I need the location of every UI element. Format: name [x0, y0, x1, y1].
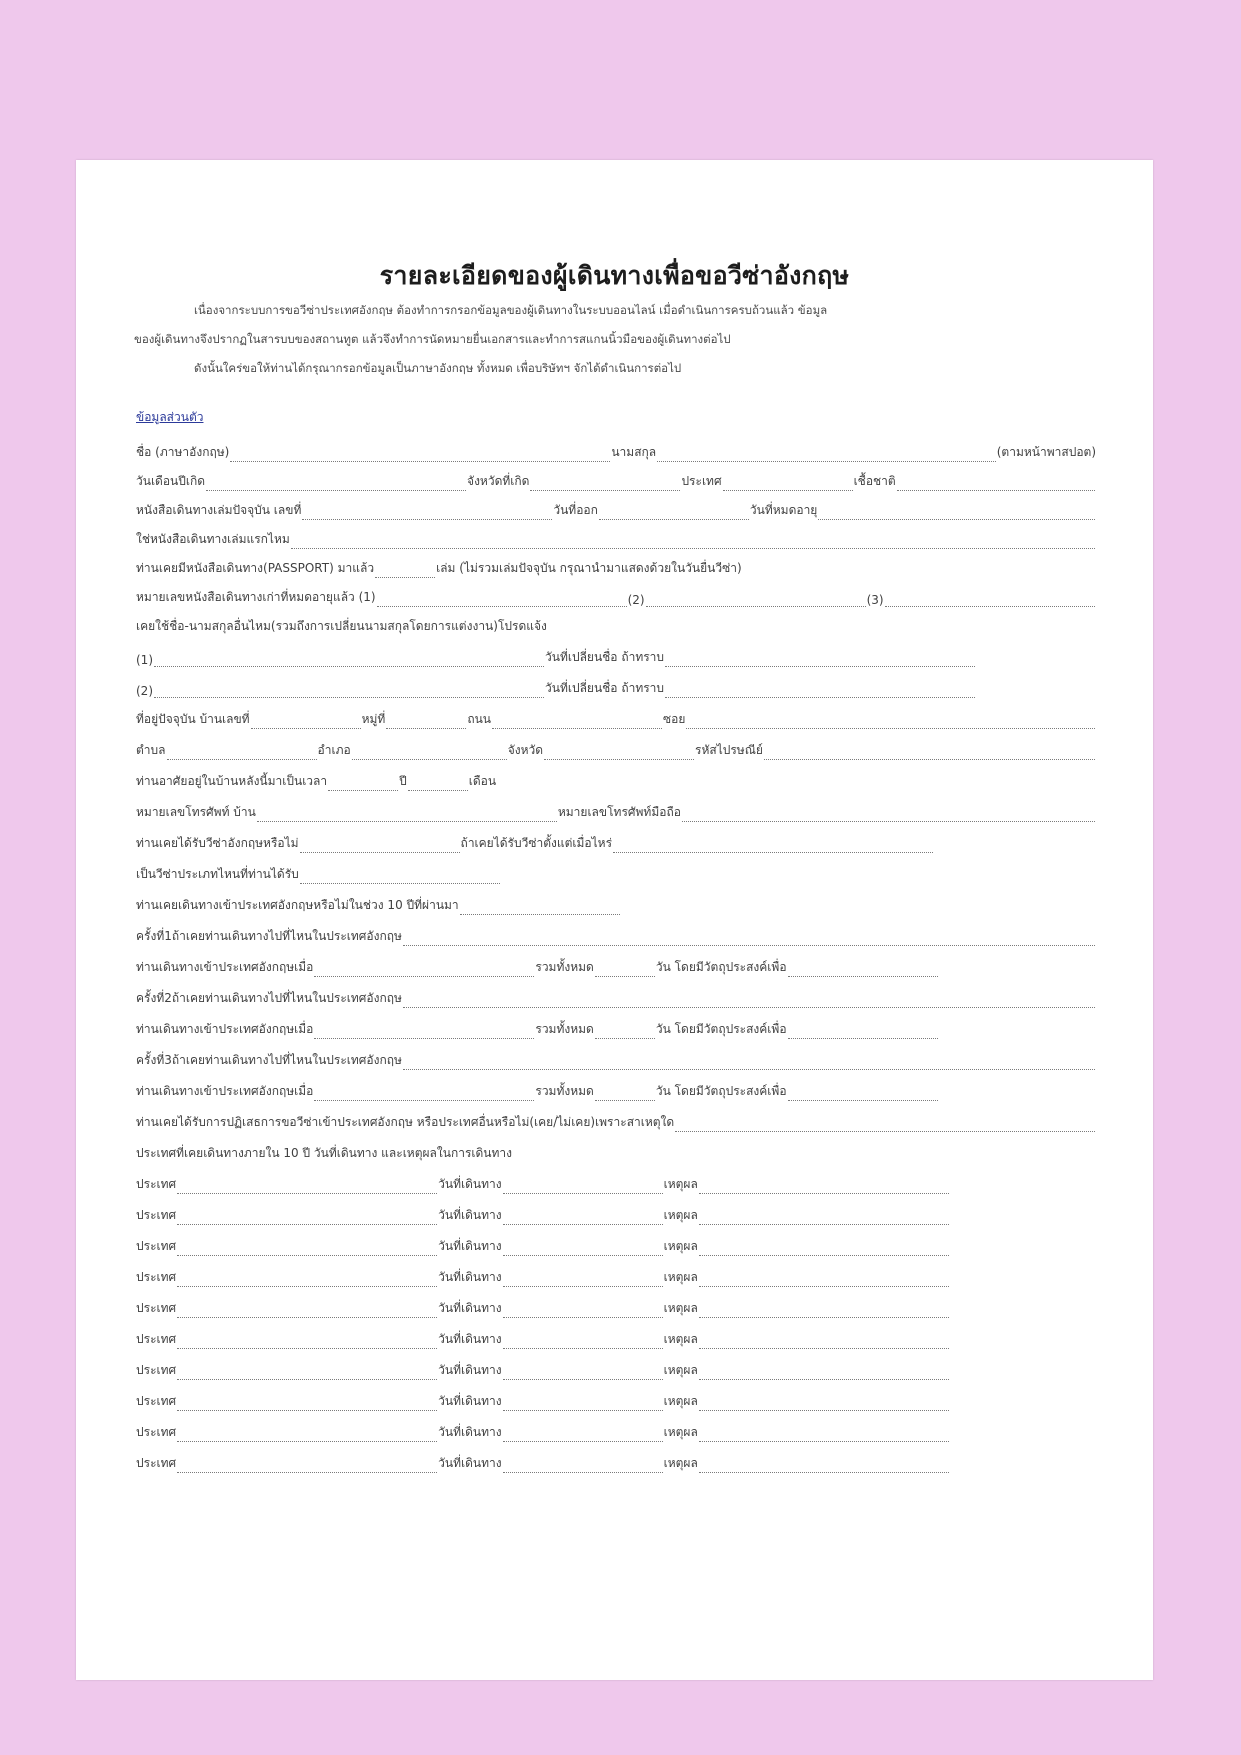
fill-in-blank[interactable]	[403, 1055, 1095, 1070]
form-row	[136, 1174, 950, 1194]
fill-in-blank[interactable]	[386, 714, 466, 729]
fill-in-blank[interactable]	[699, 1396, 949, 1411]
field-label: เหตุผล	[663, 1239, 698, 1253]
field-label: ประเทศ	[136, 1239, 177, 1253]
fill-in-blank[interactable]	[291, 534, 1095, 549]
field-label: วันที่เดินทาง	[438, 1363, 502, 1377]
fill-in-blank[interactable]	[492, 714, 662, 729]
form-row	[136, 895, 621, 915]
field-label: ใช่หนังสือเดินทางเล่มแรกไหม	[136, 532, 290, 546]
field-label: ท่านเคยได้รับวีซ่าอังกฤษหรือไม่	[136, 836, 299, 850]
fill-in-blank[interactable]	[206, 476, 466, 491]
document-title: รายละเอียดของผู้เดินทางเพื่อขอวีซ่าอังกฤษ	[379, 261, 850, 290]
field-label: รวมทั้งหมด	[535, 1084, 594, 1098]
field-label: อำเภอ	[317, 743, 351, 757]
form-row	[136, 587, 1096, 607]
field-label: วัน โดยมีวัตถุประสงค์เพื่อ	[655, 960, 787, 974]
fill-in-blank[interactable]	[595, 1086, 655, 1101]
form-row	[136, 1019, 939, 1039]
field-label: ครั้งที่3ถ้าเคยท่านเดินทางไปที่ไหนในประเทศอังกฤษ	[136, 1053, 402, 1067]
field-label: ถนน	[467, 712, 491, 726]
fill-in-blank[interactable]	[646, 592, 866, 607]
field-label: ครั้งที่1ถ้าเคยท่านเดินทางไปที่ไหนในประเทศอังกฤษ	[136, 929, 402, 943]
field-label: ประเทศ	[136, 1363, 177, 1377]
fill-in-blank[interactable]	[177, 1272, 437, 1287]
field-label: หมู่ที่	[361, 712, 386, 726]
field-label: ประเทศ	[136, 1456, 177, 1470]
fill-in-blank[interactable]	[167, 745, 317, 760]
field-label: วันที่เดินทาง	[438, 1270, 502, 1284]
form-row	[136, 802, 1096, 822]
field-label: นามสกุล	[611, 445, 657, 459]
fill-in-blank[interactable]	[503, 1365, 663, 1380]
fill-in-blank[interactable]	[314, 1024, 534, 1039]
form-row	[136, 500, 1096, 520]
field-label: วันที่เดินทาง	[438, 1394, 502, 1408]
field-label: ประเทศ	[681, 474, 722, 488]
form-row	[136, 988, 1096, 1008]
field-label: เล่ม (ไม่รวมเล่มปัจจุบัน กรุณานำมาแสดงด้วยในวันยื่นวีซ่า)	[436, 561, 742, 575]
form-row	[136, 529, 1096, 549]
field-label: จังหวัด	[507, 743, 544, 757]
fill-in-blank[interactable]	[177, 1334, 437, 1349]
form-row	[136, 1267, 950, 1287]
fill-in-blank[interactable]	[300, 838, 460, 853]
intro-paragraph-line-1: เนื่องจากระบบการขอวีซ่าประเทศอังกฤษ ต้องทำการกรอกข้อมูลของผู้เดินทางในระบบออนไลน์ เมื่อดำเนินการครบถ้วนแล้ว ข้อมูล	[194, 303, 828, 317]
fill-in-blank[interactable]	[699, 1427, 949, 1442]
fill-in-blank[interactable]	[177, 1303, 437, 1318]
field-label: วันที่ออก	[553, 503, 598, 517]
field-label: วัน โดยมีวัตถุประสงค์เพื่อ	[655, 1084, 787, 1098]
fill-in-blank[interactable]	[177, 1365, 437, 1380]
fill-in-blank[interactable]	[177, 1396, 437, 1411]
field-label: ท่านเดินทางเข้าประเทศอังกฤษเมื่อ	[136, 960, 314, 974]
field-label: วันที่หมดอายุ	[749, 503, 818, 517]
form-row	[136, 1298, 950, 1318]
field-label: เหตุผล	[663, 1425, 698, 1439]
fill-in-blank[interactable]	[699, 1458, 949, 1473]
fill-in-blank[interactable]	[503, 1210, 663, 1225]
form-row	[136, 1391, 950, 1411]
form-row	[136, 647, 976, 667]
fill-in-blank[interactable]	[613, 838, 933, 853]
field-label: ประเทศที่เคยเดินทางภายใน 10 ปี วันที่เดินทาง และเหตุผลในการเดินทาง	[136, 1146, 512, 1160]
field-label: ประเทศ	[136, 1177, 177, 1191]
field-label: เหตุผล	[663, 1332, 698, 1346]
field-label: หมายเลขหนังสือเดินทางเก่าที่หมดอายุแล้ว (1)	[136, 590, 376, 604]
fill-in-blank[interactable]	[328, 776, 398, 791]
field-label: เหตุผล	[663, 1394, 698, 1408]
fill-in-blank[interactable]	[154, 652, 544, 667]
fill-in-blank[interactable]	[723, 476, 853, 491]
field-label: วันที่เดินทาง	[438, 1301, 502, 1315]
field-label: ปี	[399, 774, 407, 788]
fill-in-blank[interactable]	[503, 1272, 663, 1287]
field-label: ท่านอาศัยอยู่ในบ้านหลังนี้มาเป็นเวลา	[136, 774, 328, 788]
form-row	[136, 957, 939, 977]
fill-in-blank[interactable]	[885, 592, 1095, 607]
field-label: เดือน	[468, 774, 497, 788]
field-label: วันที่เปลี่ยนชื่อ ถ้าทราบ	[545, 681, 665, 695]
fill-in-blank[interactable]	[230, 447, 610, 462]
fill-in-blank[interactable]	[503, 1396, 663, 1411]
fill-in-blank[interactable]	[788, 1086, 938, 1101]
fill-in-blank[interactable]	[897, 476, 1095, 491]
field-label: ครั้งที่2ถ้าเคยท่านเดินทางไปที่ไหนในประเทศอังกฤษ	[136, 991, 402, 1005]
field-label: รวมทั้งหมด	[535, 960, 594, 974]
fill-in-blank[interactable]	[403, 931, 1095, 946]
field-label: เหตุผล	[663, 1456, 698, 1470]
fill-in-blank[interactable]	[699, 1334, 949, 1349]
form-row	[136, 616, 547, 636]
form-row	[136, 1050, 1096, 1070]
field-label: ประเทศ	[136, 1301, 177, 1315]
field-label: ตำบล	[136, 743, 166, 757]
field-label: (2)	[136, 684, 153, 698]
form-row	[136, 1236, 950, 1256]
field-label: ท่านเดินทางเข้าประเทศอังกฤษเมื่อ	[136, 1022, 314, 1036]
field-label: ประเทศ	[136, 1394, 177, 1408]
fill-in-blank[interactable]	[686, 714, 1095, 729]
fill-in-blank[interactable]	[177, 1210, 437, 1225]
form-row	[136, 1329, 950, 1349]
fill-in-blank[interactable]	[595, 962, 655, 977]
field-label: ท่านเคยเดินทางเข้าประเทศอังกฤษหรือไม่ในช่วง 10 ปีที่ผ่านมา	[136, 898, 459, 912]
form-row	[136, 1081, 939, 1101]
fill-in-blank[interactable]	[377, 592, 627, 607]
fill-in-blank[interactable]	[251, 714, 361, 729]
form-row	[136, 833, 934, 853]
intro-paragraph-line-2: ของผู้เดินทางจึงปรากฏในสารบบของสถานทูต แล้วจึงทำการนัดหมายยื่นเอกสารและทำการสแกนนิ้วมือของผู้เดินทางต่อไป	[134, 332, 731, 346]
fill-in-blank[interactable]	[257, 807, 557, 822]
fill-in-blank[interactable]	[352, 745, 507, 760]
fill-in-blank[interactable]	[177, 1427, 437, 1442]
fill-in-blank[interactable]	[595, 1024, 655, 1039]
field-label: เคยใช้ชื่อ-นามสกุลอื่นไหม(รวมถึงการเปลี่ยนนามสกุลโดยการแต่งงาน)โปรดแจ้ง	[136, 619, 547, 633]
fill-in-blank[interactable]	[599, 505, 749, 520]
fill-in-blank[interactable]	[699, 1210, 949, 1225]
form-row	[136, 558, 742, 578]
form-row	[136, 1143, 512, 1163]
field-label: วัน โดยมีวัตถุประสงค์เพื่อ	[655, 1022, 787, 1036]
form-row	[136, 771, 496, 791]
fill-in-blank[interactable]	[699, 1272, 949, 1287]
fill-in-blank[interactable]	[177, 1458, 437, 1473]
field-label: (1)	[136, 653, 153, 667]
field-label: (ตามหน้าพาสปอต)	[996, 445, 1096, 459]
field-label: (3)	[866, 593, 884, 607]
fill-in-blank[interactable]	[657, 447, 996, 462]
field-label: เชื้อชาติ	[853, 474, 896, 488]
fill-in-blank[interactable]	[699, 1179, 949, 1194]
field-label: (2)	[627, 593, 645, 607]
fill-in-blank[interactable]	[314, 1086, 534, 1101]
fill-in-blank[interactable]	[503, 1427, 663, 1442]
fill-in-blank[interactable]	[788, 962, 938, 977]
fill-in-blank[interactable]	[530, 476, 680, 491]
fill-in-blank[interactable]	[503, 1241, 663, 1256]
field-label: วันที่เดินทาง	[438, 1239, 502, 1253]
form-row	[136, 1360, 950, 1380]
fill-in-blank[interactable]	[699, 1241, 949, 1256]
form-row	[136, 1422, 950, 1442]
fill-in-blank[interactable]	[302, 505, 552, 520]
fill-in-blank[interactable]	[503, 1458, 663, 1473]
field-label: หมายเลขโทรศัพท์ บ้าน	[136, 805, 256, 819]
field-label: เหตุผล	[663, 1270, 698, 1284]
fill-in-blank[interactable]	[314, 962, 534, 977]
fill-in-blank[interactable]	[544, 745, 694, 760]
form-row	[136, 1453, 950, 1473]
field-label: ถ้าเคยได้รับวีซ่าตั้งแต่เมื่อไหร่	[460, 836, 613, 850]
fill-in-blank[interactable]	[503, 1303, 663, 1318]
field-label: ชื่อ (ภาษาอังกฤษ)	[136, 445, 230, 459]
field-label: เหตุผล	[663, 1208, 698, 1222]
form-row	[136, 864, 501, 884]
intro-paragraph-line-3: ดังนั้นใคร่ขอให้ท่านได้กรุณากรอกข้อมูลเป็นภาษาอังกฤษ ทั้งหมด เพื่อบริษัทฯ จักได้ดำเนินการต่อไป	[194, 361, 682, 375]
field-label: วันเดือนปีเกิด	[136, 474, 206, 488]
form-row	[136, 471, 1096, 491]
fill-in-blank[interactable]	[300, 869, 500, 884]
field-label: ท่านเดินทางเข้าประเทศอังกฤษเมื่อ	[136, 1084, 314, 1098]
field-label: ที่อยู่ปัจจุบัน บ้านเลขที่	[136, 712, 250, 726]
field-label: ประเทศ	[136, 1208, 177, 1222]
fill-in-blank[interactable]	[403, 993, 1095, 1008]
field-label: จังหวัดที่เกิด	[467, 474, 530, 488]
field-label: หมายเลขโทรศัพท์มือถือ	[557, 805, 681, 819]
fill-in-blank[interactable]	[460, 900, 620, 915]
fill-in-blank[interactable]	[375, 563, 435, 578]
field-label: ซอย	[663, 712, 686, 726]
field-label: เหตุผล	[663, 1177, 698, 1191]
field-label: ประเทศ	[136, 1425, 177, 1439]
fill-in-blank[interactable]	[503, 1179, 663, 1194]
fill-in-blank[interactable]	[154, 683, 544, 698]
field-label: วันที่เดินทาง	[438, 1177, 502, 1191]
field-label: รหัสไปรษณีย์	[695, 743, 763, 757]
field-label: ประเทศ	[136, 1332, 177, 1346]
fill-in-blank[interactable]	[675, 1117, 1095, 1132]
fill-in-blank[interactable]	[682, 807, 1095, 822]
field-label: ท่านเคยได้รับการปฏิเสธการขอวีซ่าเข้าประเทศอังกฤษ หรือประเทศอื่นหรือไม่(เคย/ไม่เคย)เพราะสาเหตุใด	[136, 1115, 675, 1129]
fill-in-blank[interactable]	[818, 505, 1095, 520]
fill-in-blank[interactable]	[177, 1179, 437, 1194]
form-row	[136, 678, 976, 698]
fill-in-blank[interactable]	[665, 683, 975, 698]
fill-in-blank[interactable]	[699, 1303, 949, 1318]
field-label: หนังสือเดินทางเล่มปัจจุบัน เลขที่	[136, 503, 302, 517]
field-label: เป็นวีซ่าประเภทไหนที่ท่านได้รับ	[136, 867, 299, 881]
field-label: วันที่เดินทาง	[438, 1332, 502, 1346]
field-label: วันที่เดินทาง	[438, 1425, 502, 1439]
form-row	[136, 709, 1096, 729]
field-label: เหตุผล	[663, 1363, 698, 1377]
field-label: เหตุผล	[663, 1301, 698, 1315]
fill-in-blank[interactable]	[503, 1334, 663, 1349]
field-label: วันที่เดินทาง	[438, 1208, 502, 1222]
form-row	[136, 442, 1096, 462]
form-row	[136, 1112, 1096, 1132]
fill-in-blank[interactable]	[788, 1024, 938, 1039]
fill-in-blank[interactable]	[699, 1365, 949, 1380]
field-label: วันที่เปลี่ยนชื่อ ถ้าทราบ	[545, 650, 665, 664]
field-label: รวมทั้งหมด	[535, 1022, 594, 1036]
form-row	[136, 926, 1096, 946]
field-label: ประเทศ	[136, 1270, 177, 1284]
fill-in-blank[interactable]	[764, 745, 1095, 760]
section-heading-personal-info: ข้อมูลส่วนตัว	[136, 410, 204, 424]
form-row	[136, 1205, 950, 1225]
form-row	[136, 740, 1096, 760]
field-label: วันที่เดินทาง	[438, 1456, 502, 1470]
fill-in-blank[interactable]	[177, 1241, 437, 1256]
field-label: ท่านเคยมีหนังสือเดินทาง(PASSPORT) มาแล้ว	[136, 561, 375, 575]
document-page	[76, 160, 1153, 1680]
fill-in-blank[interactable]	[665, 652, 975, 667]
fill-in-blank[interactable]	[408, 776, 468, 791]
